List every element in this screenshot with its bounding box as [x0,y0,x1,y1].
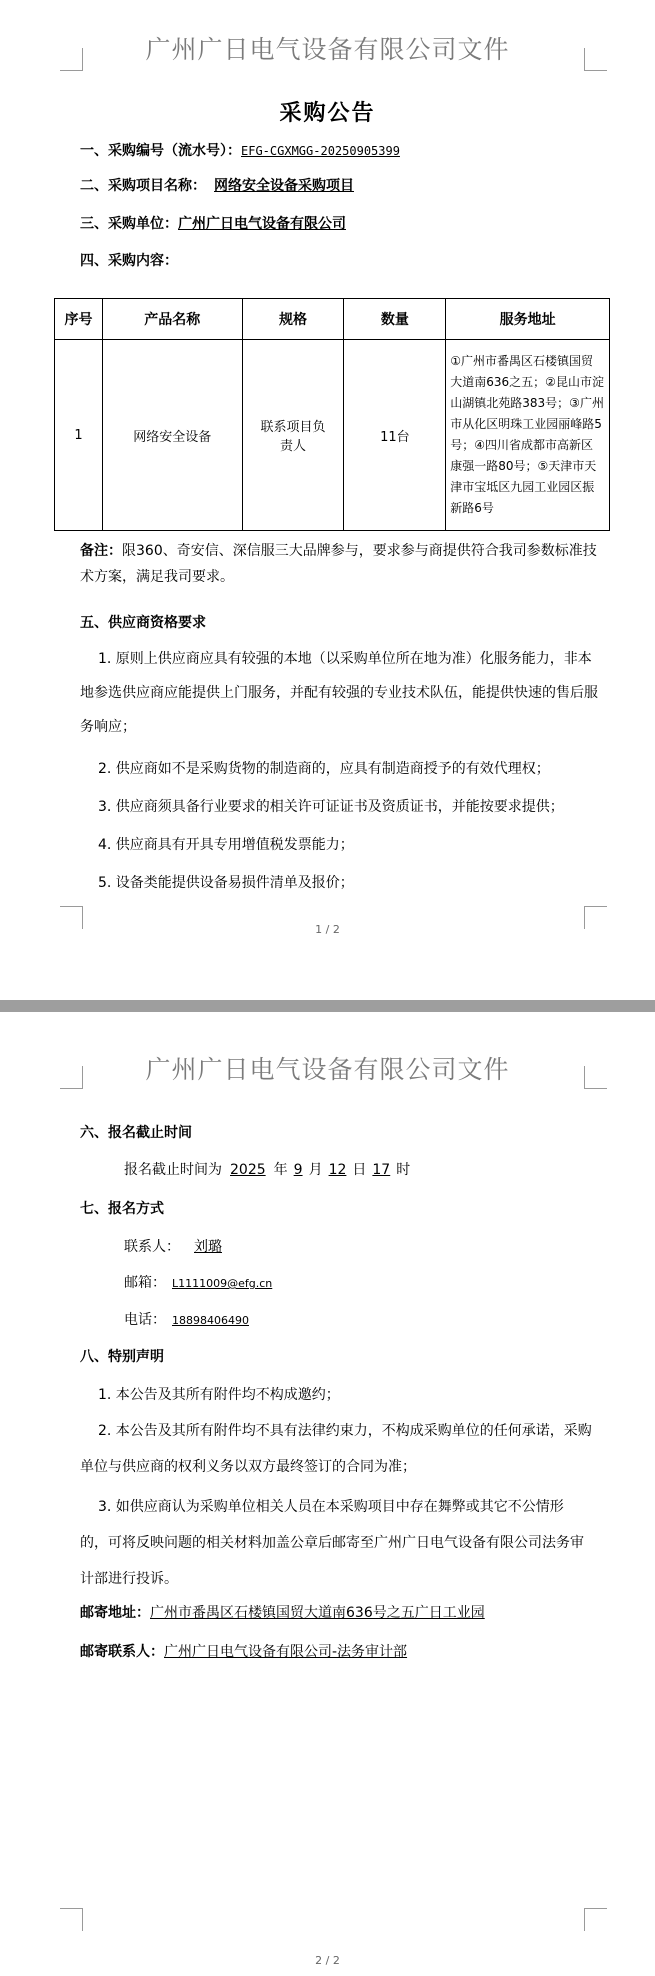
product-name: 网络安全设备 [102,340,242,531]
deadline-hour-unit: 时 [396,1162,411,1178]
page-number: 1 / 2 [315,923,340,936]
document-header: 广州广日电气设备有限公司文件 [145,1055,510,1084]
margin-corner-mark [584,48,607,71]
margin-corner-mark [60,1908,83,1931]
document-title: 采购公告 [279,101,376,126]
page-separator [0,1000,655,1012]
note-text: 限360、奇安信、深信服三大品牌参与，要求参与商提供符合我司参数标准技术方案，满足我司要求。 [80,543,597,585]
requirement-4: 4. 供应商具有开具专用增值税发票能力； [98,837,354,853]
table-header-row [55,299,610,340]
mailing-address-label: 邮寄地址： [80,1605,150,1621]
deadline-year: 2025 [230,1162,266,1178]
note [80,538,600,590]
purchasing-unit-label: 三、采购单位： [80,216,178,232]
margin-corner-mark [60,1066,83,1089]
deadline-month-unit: 月 [308,1162,323,1178]
requirement-5: 5. 设备类能提供设备易损件清单及报价； [98,875,354,891]
table-header-cell: 数量 [344,299,446,340]
table-row [55,340,610,531]
section-8-title: 八、特别声明 [80,1349,164,1365]
note-label: 备注： [80,543,122,559]
mailing-address [80,1602,485,1622]
deadline-day: 12 [328,1162,347,1178]
table-header-cell: 序号 [55,299,103,340]
email-label: 邮箱： [124,1275,166,1291]
contact-person [124,1236,238,1256]
section-5-title: 五、供应商资格要求 [80,615,206,631]
contact-value: 刘璐 [194,1239,222,1255]
mailing-address-value: 广州市番禺区石楼镇国贸大道南636号之五广日工业园 [150,1605,485,1621]
requirement-1: 1. 原则上供应商应具有较强的本地（以采购单位所在地为准）化服务能力，非本地参选供应商应能提供上门服务，并配有较强的专业技术队伍，能提供快速的售后服务响应； [80,651,598,735]
email [124,1272,286,1292]
project-name-label: 二、采购项目名称： [80,178,206,194]
margin-corner-mark [584,1908,607,1931]
requirement-3: 3. 供应商须具备行业要求的相关许可证证书及资质证书，并能按要求提供； [98,799,564,815]
statement-2: 2. 本公告及其所有附件均不具有法律约束力，不构成采购单位的任何承诺，采购单位与供应商的权利义务以双方最终签订的合同为准； [80,1423,592,1475]
section-6-title: 六、报名截止时间 [80,1125,192,1141]
mailing-contact [80,1641,407,1661]
statement-1: 1. 本公告及其所有附件均不构成邀约； [98,1387,340,1403]
table-header-cell: 产品名称 [102,299,242,340]
procurement-number [80,140,400,160]
deadline-day-unit: 日 [352,1162,367,1178]
project-name-value: 网络安全设备采购项目 [214,178,354,194]
phone [124,1309,285,1329]
phone-label: 电话： [124,1312,166,1328]
procurement-table [54,298,610,531]
deadline-prefix: 报名截止时间为 [124,1162,222,1178]
procurement-number-label: 一、采购编号（流水号）： [80,143,241,159]
email-value: L1111009@efg.cn [172,1277,273,1290]
product-spec: 联系项目负责人 [242,340,344,531]
purchasing-unit [80,213,382,233]
margin-corner-mark [584,1066,607,1089]
project-name [80,175,372,195]
document-header: 广州广日电气设备有限公司文件 [145,35,510,64]
procurement-content-label: 四、采购内容： [80,253,178,269]
page-number: 2 / 2 [315,1954,340,1967]
page-2 [0,1012,655,1976]
section-7-title: 七、报名方式 [80,1201,164,1217]
product-quantity: 11台 [344,340,446,531]
purchasing-unit-value: 广州广日电气设备有限公司 [178,216,346,232]
service-address: ①广州市番禺区石楼镇国贸大道南636之五；②昆山市淀山湖镇北苑路383号；③广州市从化区明珠工业园丽峰路5号；④四川省成都市高新区康强一路80号；⑤天津市天津市宝坻区九园工业园区振新路6号 [446,340,610,531]
registration-deadline [124,1159,410,1179]
mailing-contact-value: 广州广日电气设备有限公司-法务审计部 [164,1644,408,1660]
statement-3: 3. 如供应商认为采购单位相关人员在本采购项目中存在舞弊或其它不公情形的，可将反映问题的相关材料加盖公章后邮寄至广州广日电气设备有限公司法务审计部进行投诉。 [80,1499,584,1587]
deadline-month: 9 [293,1162,303,1178]
deadline-hour: 17 [372,1162,391,1178]
procurement-number-value: EFG-CGXMGG-20250905399 [241,144,400,158]
deadline-year-unit: 年 [273,1162,288,1178]
contact-label: 联系人： [124,1239,180,1255]
table-header-cell: 服务地址 [446,299,610,340]
mailing-contact-label: 邮寄联系人： [80,1644,164,1660]
phone-value: 18898406490 [172,1314,249,1327]
requirement-2: 2. 供应商如不是采购货物的制造商的，应具有制造商授予的有效代理权； [98,761,550,777]
row-number: 1 [55,340,103,531]
margin-corner-mark [60,48,83,71]
table-header-cell: 规格 [242,299,344,340]
